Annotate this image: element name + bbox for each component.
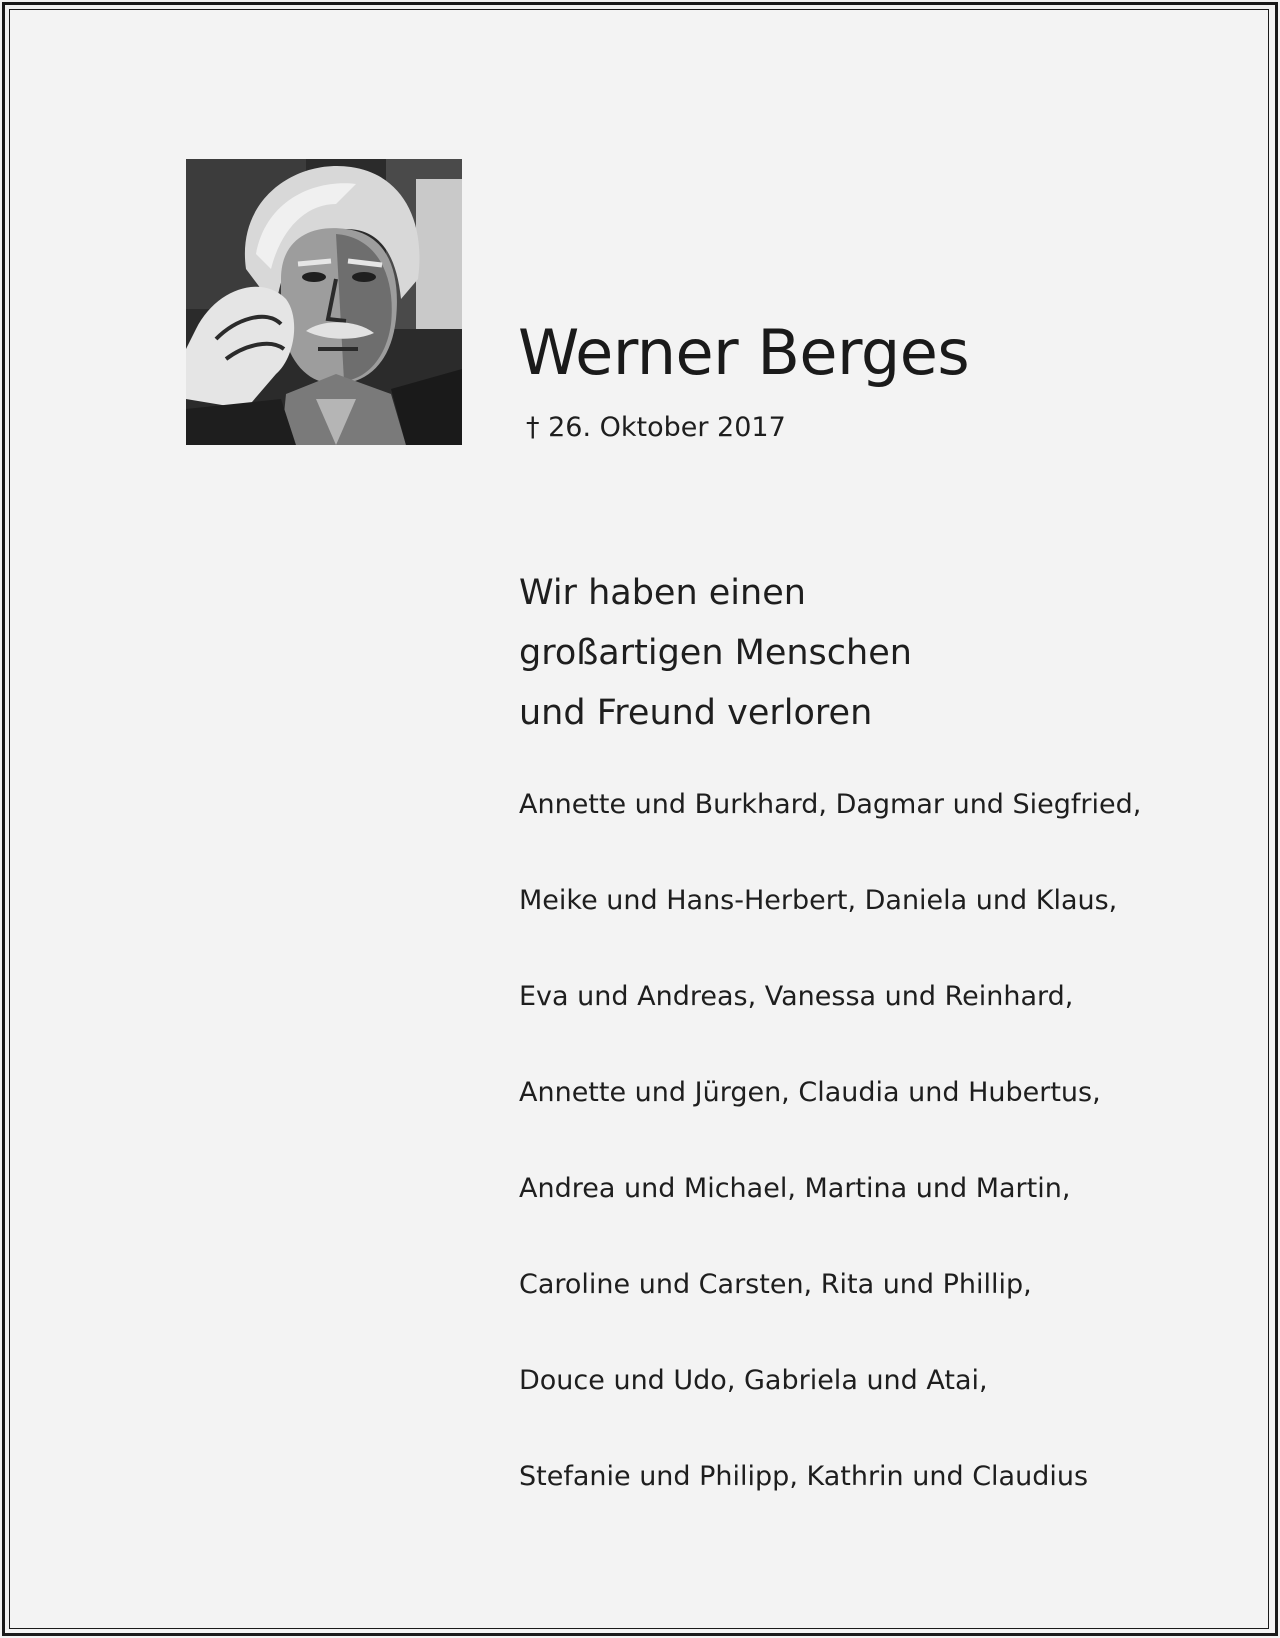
mourner-line: Eva und Andreas, Vanessa und Reinhard, bbox=[519, 981, 1074, 1012]
headline-line: Wir haben einen bbox=[519, 573, 806, 613]
mourners-list bbox=[519, 790, 1141, 1558]
portrait-illustration bbox=[186, 159, 462, 445]
mourner-line: Douce und Udo, Gabriela und Atai, bbox=[519, 1365, 988, 1396]
headline-line: und Freund verloren bbox=[519, 693, 873, 733]
mourner-line: Annette und Jürgen, Claudia und Hubertus, bbox=[519, 1077, 1101, 1108]
deceased-name: Werner Berges bbox=[518, 316, 970, 389]
mourner-line: Stefanie und Philipp, Kathrin und Claudius bbox=[519, 1461, 1089, 1492]
headline-line: großartigen Menschen bbox=[519, 633, 912, 673]
death-date: † 26. Oktober 2017 bbox=[526, 412, 786, 443]
mourner-line: Caroline und Carsten, Rita und Phillip, bbox=[519, 1269, 1032, 1300]
mourner-line: Andrea und Michael, Martina und Martin, bbox=[519, 1173, 1071, 1204]
mourner-line: Annette und Burkhard, Dagmar und Siegfried, bbox=[519, 789, 1142, 820]
portrait-image bbox=[186, 159, 462, 445]
mourner-line: Meike und Hans-Herbert, Daniela und Klaus, bbox=[519, 885, 1118, 916]
headline bbox=[519, 563, 912, 743]
